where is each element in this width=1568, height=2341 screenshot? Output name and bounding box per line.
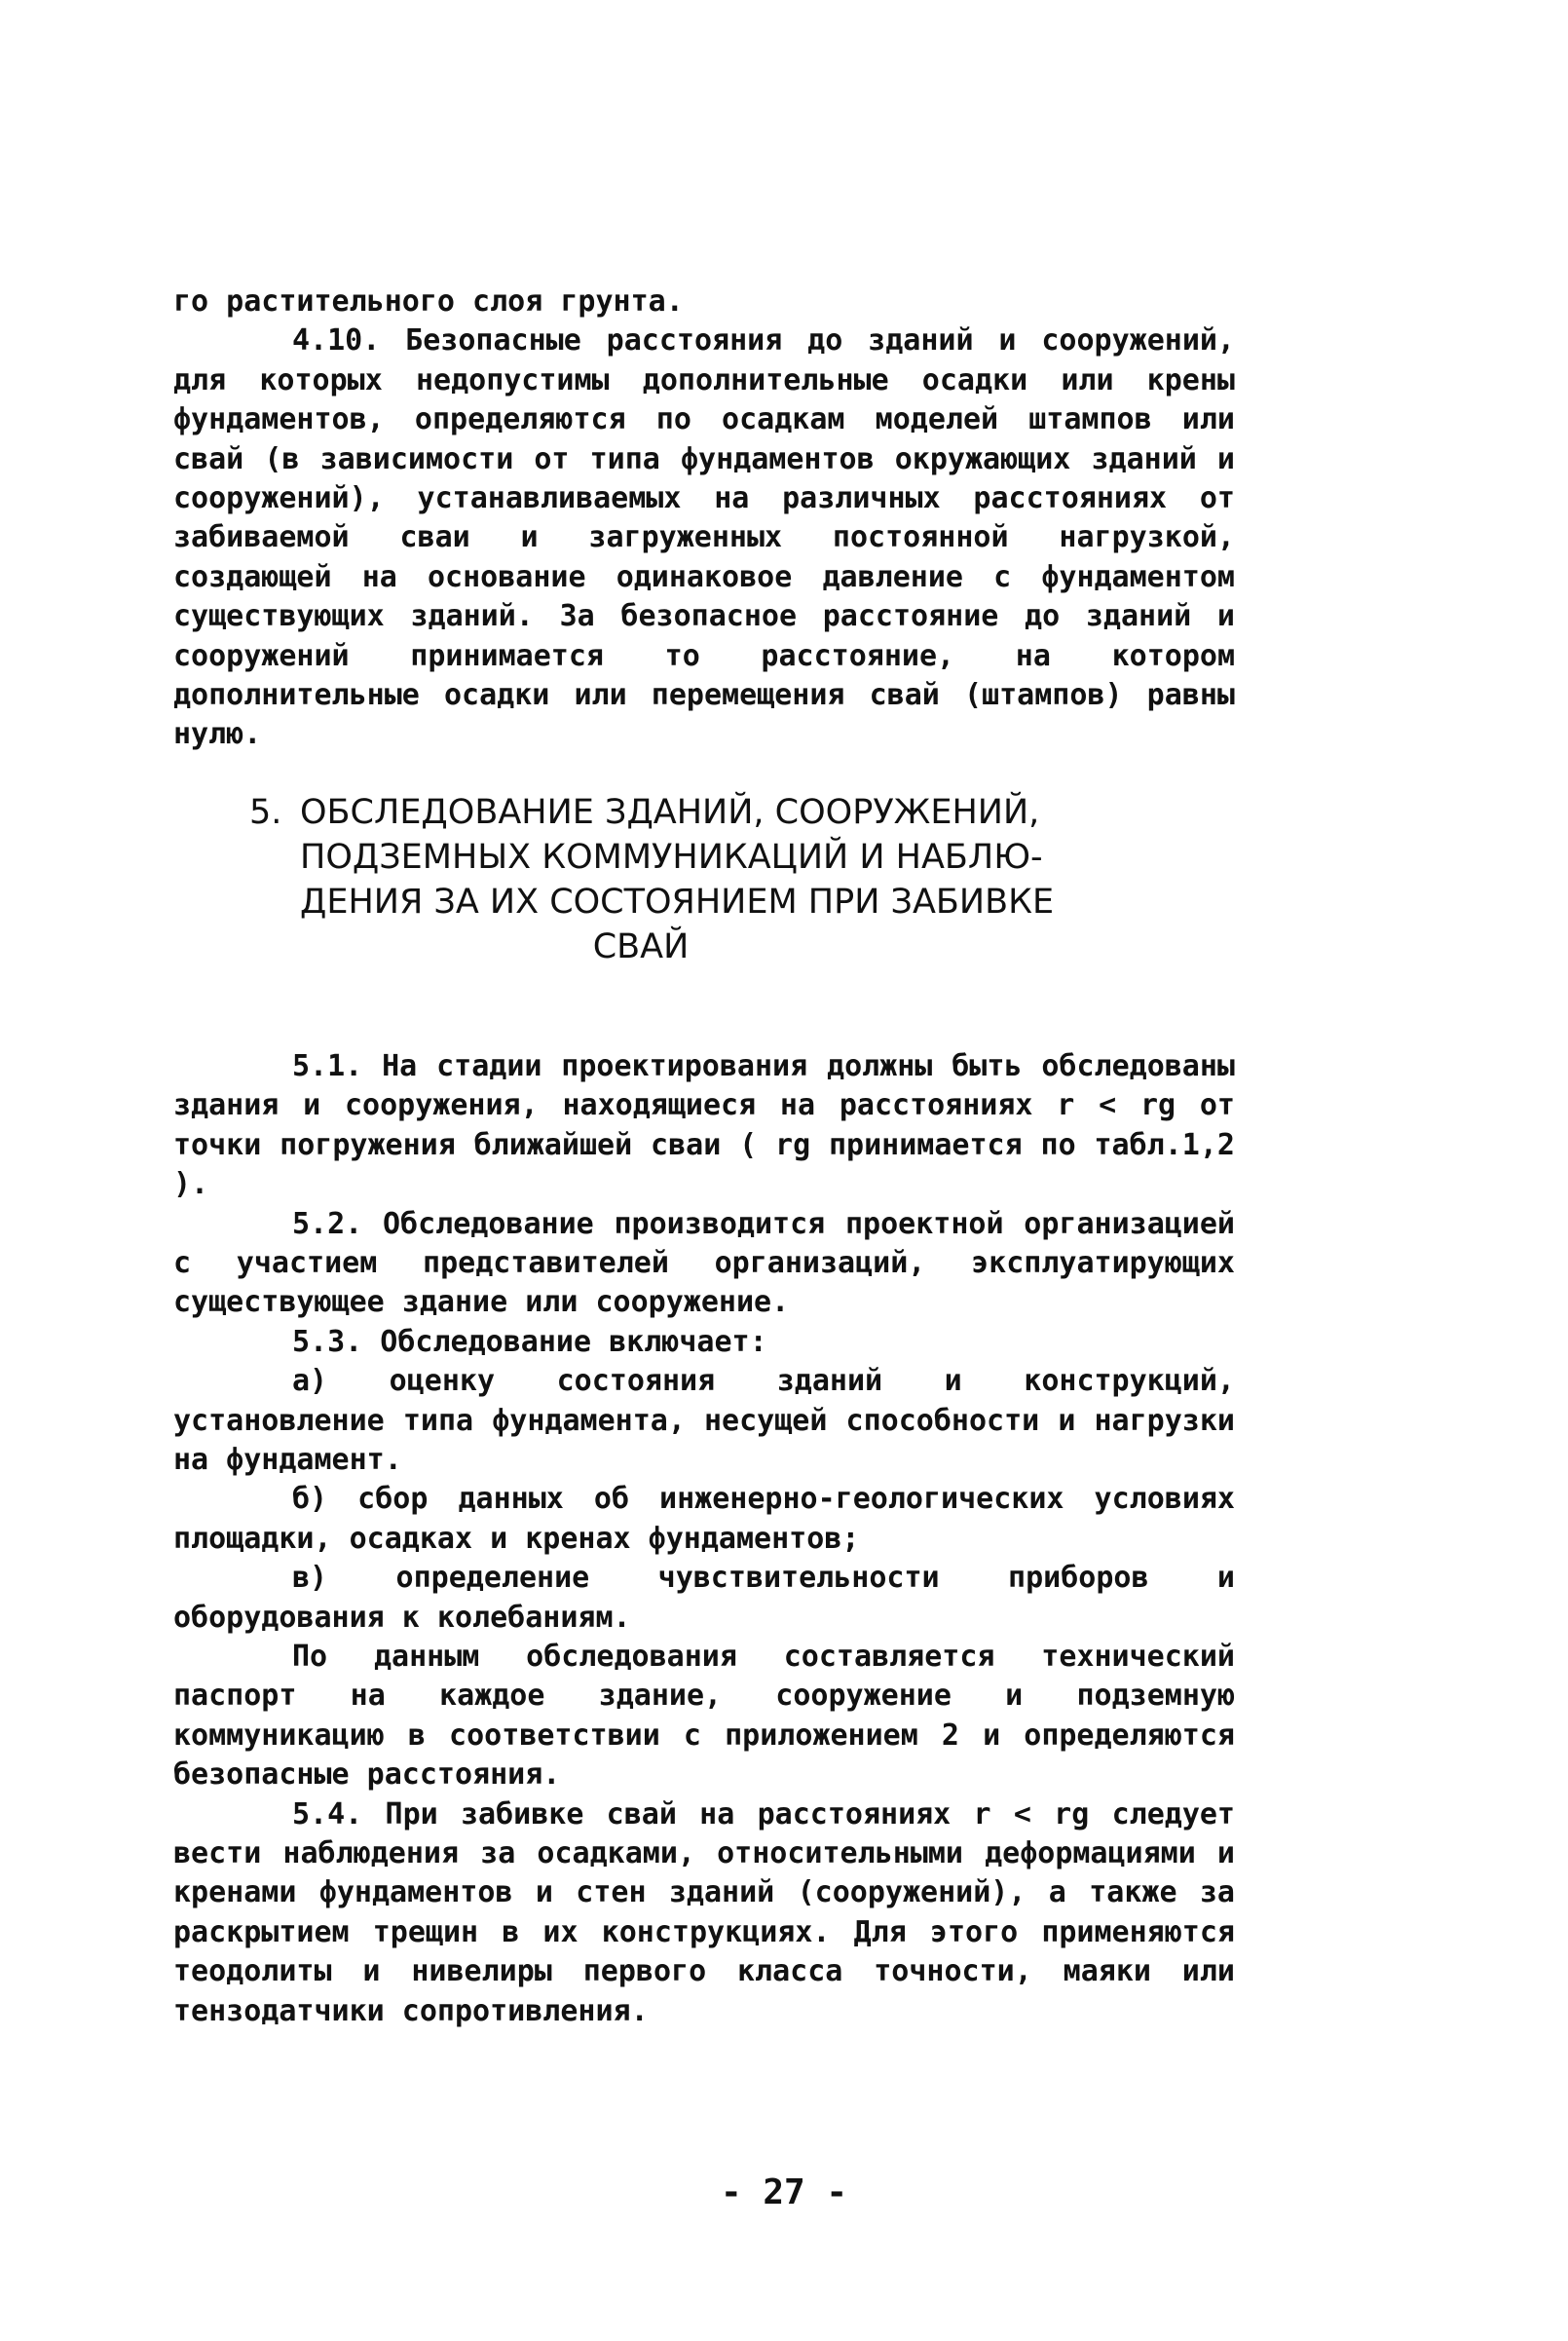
section-heading	[173, 790, 1235, 969]
list-item-b: б) сбор данных об инженерно-геологических условиях площадки, осадках и кренах фундаментов;	[173, 1482, 1235, 1556]
paragraph-4-10: 4.10. Безопасные расстояния до зданий и сооружений, для которых недопустимы дополнительные осадки или крены фундаментов, определяются по осадкам моделей штампов или свай (в зависимости от типа фундаментов окружающих зданий и сооружений), устанавливаемых на различных расстояниях от забиваемой сваи и загруженных постоянной нагрузкой, создающей на основание одинаковое давление с фундаментом существующих зданий. За безопасное расстояние до зданий и сооружений принимается то расстояние, на котором дополнительные осадки или перемещения свай (штампов) равны нулю.	[173, 323, 1235, 752]
page-number: - 27 -	[720, 2172, 848, 2212]
list-item-c: в) определение чувствительности приборов и оборудования к колебаниям.	[173, 1561, 1235, 1635]
list-item-a: а) оценку состояния зданий и конструкций, установление типа фундамента, несущей способности и нагрузки на фундамент.	[173, 1364, 1235, 1477]
section-number: 5.	[249, 792, 282, 832]
paragraph-5-1: 5.1. На стадии проектирования должны быть обследованы здания и сооружения, находящиеся на расстояниях r < rg от точки погружения ближайшей сваи ( rg принимается по табл.1,2 ).	[173, 1048, 1235, 1202]
section-title-line: ОБСЛЕДОВАНИЕ ЗДАНИЙ, СООРУЖЕНИЙ,	[300, 792, 1040, 832]
paragraph-passport: По данным обследования составляется технический паспорт на каждое здание, сооружение и подземную коммуникацию в соответствии с приложением 2 и определяются безопасные расстояния.	[173, 1639, 1235, 1793]
section-title-line: СВАЙ	[592, 926, 690, 966]
page-content	[173, 283, 1235, 2031]
paragraph-5-2: 5.2. Обследование производится проектной организацией с участием представителей организаций, эксплуатирующих существующее здание или сооружение.	[173, 1206, 1235, 1320]
paragraph-5-4: 5.4. При забивке свай на расстояниях r < rg следует вести наблюдения за осадками, относительными деформациями и кренами фундаментов и стен зданий (сооружений), а также за раскрытием трещин в их конструкциях. Для этого применяются теодолиты и нивелиры первого класса точности, маяки или тензодатчики сопротивления.	[173, 1796, 1235, 2028]
section-title-line: ДЕНИЯ ЗА ИХ СОСТОЯНИЕМ ПРИ ЗАБИВКЕ	[300, 882, 1055, 922]
section-title	[300, 790, 1108, 969]
paragraph-continuation: го растительного слоя грунта.	[173, 284, 684, 319]
paragraph-5-3: 5.3. Обследование включает:	[292, 1324, 767, 1359]
section-title-line: ПОДЗЕМНЫХ КОММУНИКАЦИЙ И НАБЛЮ-	[300, 837, 1043, 877]
spacer	[173, 969, 1235, 1047]
